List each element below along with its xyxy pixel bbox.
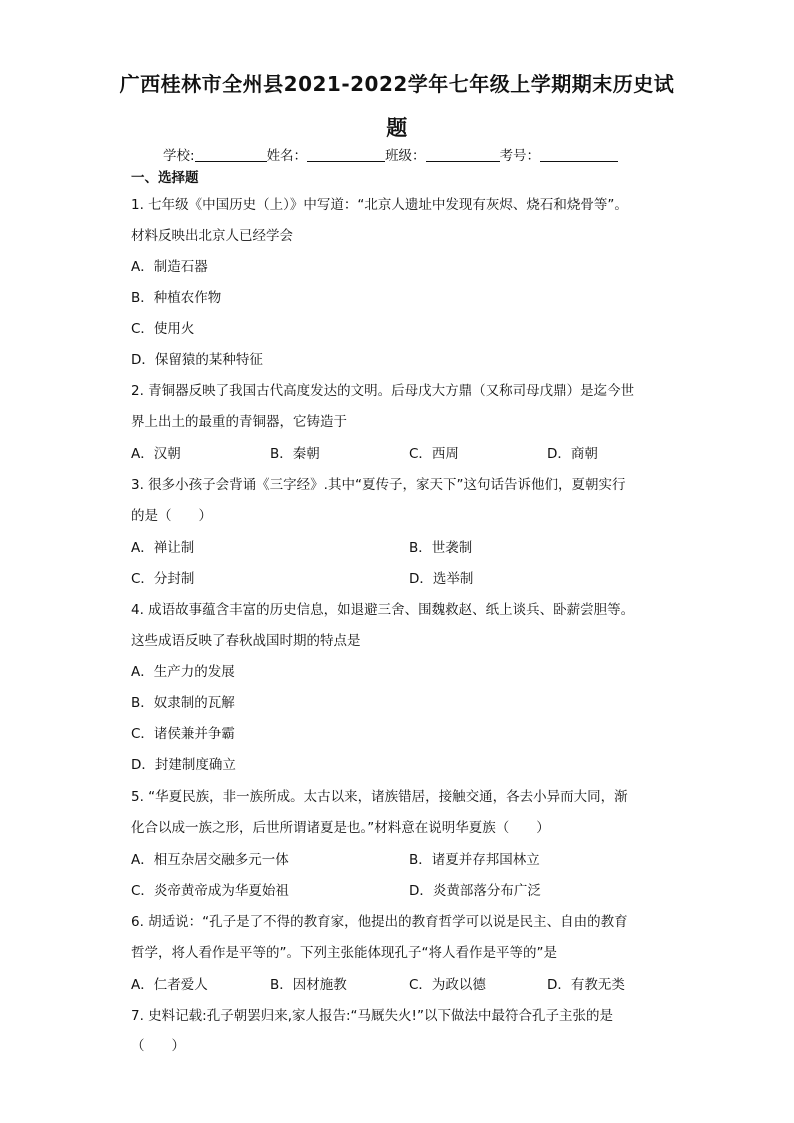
name-label: 姓名： [266, 148, 308, 164]
question-5-option-a[interactable]: A．相互杂居交融多元一体 [131, 852, 289, 868]
question-5-option-b[interactable]: B．诸夏并存邦国林立 [409, 852, 540, 868]
question-3-option-c[interactable]: C．分封制 [131, 571, 195, 587]
question-6-line-1: 6. 胡适说：“孔子是了不得的教育家，他提出的教育哲学可以说是民主、自由的教育 [131, 914, 628, 930]
question-1-option-c[interactable]: C．使用火 [131, 321, 195, 337]
question-6-option-a[interactable]: A．仁者爱人 [131, 977, 208, 993]
question-7-line-1: 7. 史料记载:孔子朝罢归来,家人报告:“马厩失火!”以下做法中最符合孔子主张的是 [131, 1008, 613, 1024]
question-6-option-d[interactable]: D．有教无类 [547, 977, 625, 993]
question-4-option-b[interactable]: B．奴隶制的瓦解 [131, 695, 235, 711]
question-5-option-c[interactable]: C．炎帝黄帝成为华夏始祖 [131, 883, 289, 899]
question-1-option-d[interactable]: D．保留猿的某种特征 [131, 352, 263, 368]
class-label: 班级： [385, 148, 426, 164]
exam-number-label: 考号： [499, 148, 541, 164]
question-3-line-2: 的是（ ） [131, 508, 212, 524]
question-4-option-c[interactable]: C．诸侯兼并争霸 [131, 726, 235, 742]
question-1-option-b[interactable]: B．种植农作物 [131, 290, 222, 306]
question-4-line-2: 这些成语反映了春秋战国时期的特点是 [131, 633, 361, 649]
question-2-line-2: 界上出土的最重的青铜器，它铸造于 [131, 414, 347, 430]
question-2-line-1: 2. 青铜器反映了我国古代高度发达的文明。后母戊大方鼎（又称司母戊鼎）是迄今世 [131, 383, 635, 399]
question-6-option-b[interactable]: B．因材施教 [270, 977, 347, 993]
question-5-line-2: 化合以成一族之形，后世所谓诸夏是也。”材料意在说明华夏族（ ） [131, 820, 550, 836]
section-heading: 一、选择题 [131, 170, 199, 186]
question-5-option-d[interactable]: D．炎黄部落分布广泛 [409, 883, 541, 899]
class-blank[interactable] [426, 147, 500, 162]
question-1-line-1: 1. 七年级《中国历史（上）》中写道：“北京人遗址中发现有灰烬、烧石和烧骨等”。 [131, 197, 628, 213]
exam-number-blank[interactable] [540, 147, 618, 162]
school-label: 学校: [163, 148, 195, 164]
question-3-option-d[interactable]: D．选举制 [409, 571, 474, 587]
question-3-option-b[interactable]: B．世袭制 [409, 540, 473, 556]
question-2-option-d[interactable]: D．商朝 [547, 446, 598, 462]
question-2-option-b[interactable]: B．秦朝 [270, 446, 320, 462]
question-7-line-2: （ ） [131, 1038, 185, 1054]
question-2-option-a[interactable]: A．汉朝 [131, 446, 181, 462]
question-4-option-d[interactable]: D．封建制度确立 [131, 757, 236, 773]
question-1-option-a[interactable]: A．制造石器 [131, 259, 208, 275]
question-5-line-1: 5. “华夏民族，非一族所成。太古以来，诸族错居，接触交通，各去小异而大同，渐 [131, 789, 628, 805]
student-info-row [163, 144, 618, 164]
question-4-option-a[interactable]: A．生产力的发展 [131, 664, 235, 680]
question-2-option-c[interactable]: C．西周 [409, 446, 459, 462]
exam-title-line-2: 题 [386, 116, 408, 140]
question-6-option-c[interactable]: C．为政以德 [409, 977, 486, 993]
question-4-line-1: 4. 成语故事蕴含丰富的历史信息，如退避三舍、围魏救赵、纸上谈兵、卧薪尝胆等。 [131, 602, 635, 618]
exam-title-line-1: 广西桂林市全州县2021-2022学年七年级上学期期末历史试 [119, 72, 675, 96]
question-6-line-2: 哲学，将人看作是平等的”。下列主张能体现孔子“将人看作是平等的”是 [131, 945, 557, 961]
question-1-line-2: 材料反映出北京人已经学会 [131, 228, 293, 244]
question-3-option-a[interactable]: A．禅让制 [131, 540, 195, 556]
question-3-line-1: 3. 很多小孩子会背诵《三字经》.其中“夏传子，家天下”这句话告诉他们，夏朝实行 [131, 477, 626, 493]
name-blank[interactable] [307, 147, 385, 162]
school-blank[interactable] [195, 147, 267, 162]
